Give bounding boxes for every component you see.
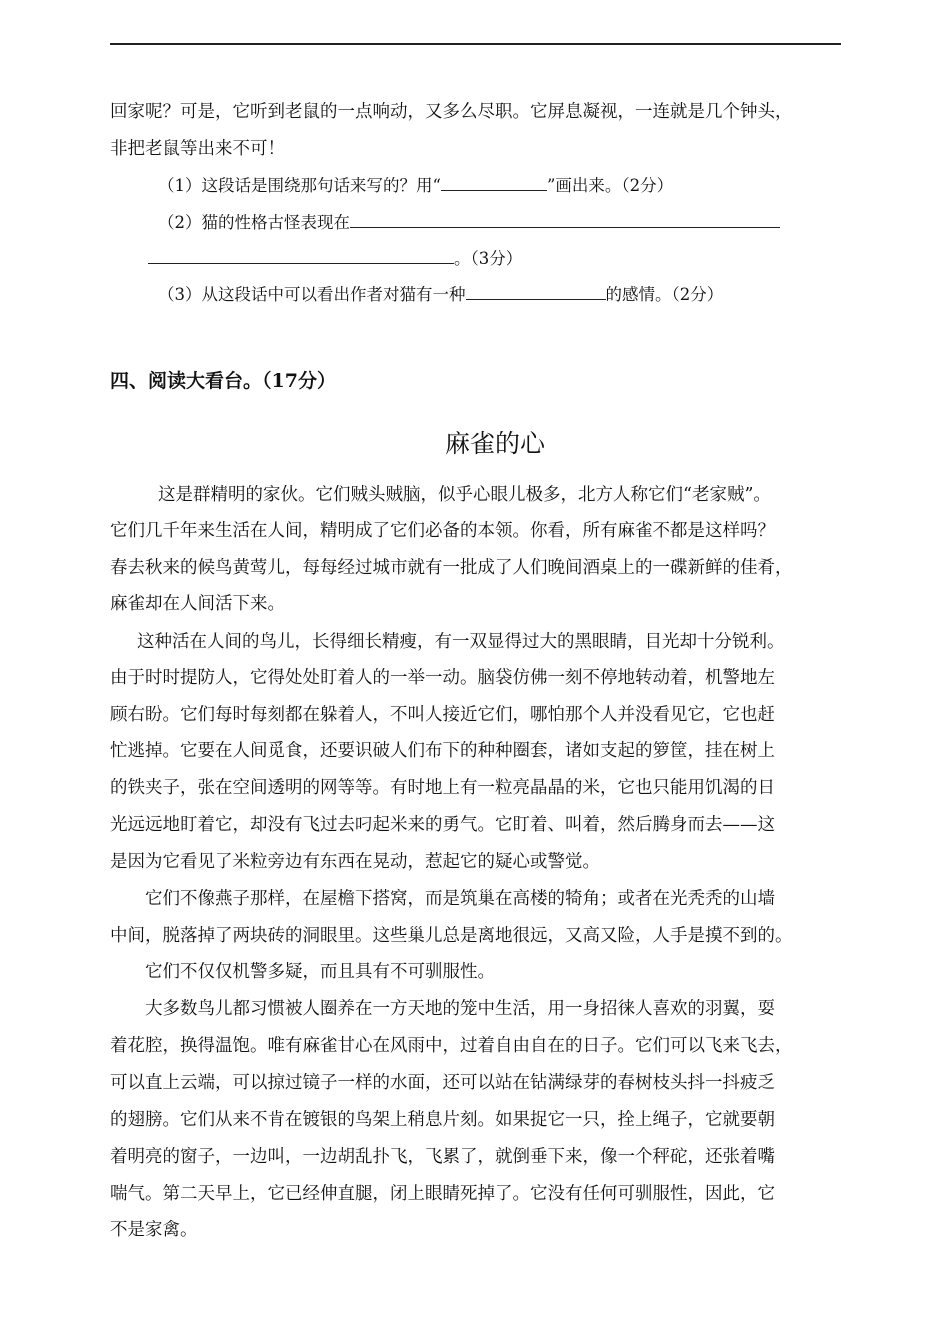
header-rule [110,43,841,45]
question-3-points: 的感情。（2分） [605,285,724,304]
article-line: 是因为它看见了米粒旁边有东西在晃动，惹起它的疑心或警觉。 [110,852,600,872]
question-2-points: 。（3分） [454,249,523,268]
article-line: 顾右盼。它们每时每刻都在躲着人，不叫人接近它们，哪怕那个人并没看见它，它也赶 [110,705,775,725]
question-3 [158,284,723,306]
answer-blank-2b[interactable] [148,249,454,264]
article-line: 大多数鸟儿都习惯被人圈养在一方天地的笼中生活，用一身招徕人喜欢的羽翼，耍 [145,999,775,1019]
article-line: 它们不像燕子那样，在屋檐下搭窝，而是筑巢在高楼的犄角；或者在光秃秃的山墙 [145,889,775,909]
article-line: 这种活在人间的鸟儿，长得细长精瘦，有一双显得过大的黑眼睛，目光却十分锐利。 [137,632,785,652]
question-2-text: （2）猫的性格古怪表现在 [158,213,350,232]
section-heading: 四、阅读大看台。（17分） [110,370,336,392]
article-line: 中间，脱落掉了两块砖的洞眼里。这些巢儿总是离地很远，又高又险，人手是摸不到的。 [110,926,793,946]
article-line: 着明亮的窗子，一边叫，一边胡乱扑飞，飞累了，就倒垂下来，像一个秤砣，还张着嘴 [110,1147,775,1167]
question-1-points: ”画出来。（2分） [546,176,674,195]
answer-blank-3[interactable] [466,285,606,300]
article-line: 可以直上云端，可以掠过镜子一样的水面，还可以站在钻满绿芽的春树枝头抖一抖疲乏 [110,1073,775,1093]
article-line: 不是家禽。 [110,1220,198,1240]
question-1-text: （1）这段话是围绕那句话来写的？用“ [158,176,441,195]
article-line: 由于时时提防人，它得处处盯着人的一举一动。脑袋仿佛一刻不停地转动着，机警地左 [110,668,775,688]
article-line: 着花腔，换得温饱。唯有麻雀甘心在风雨中，过着自由自在的日子。它们可以飞来飞去， [110,1036,793,1056]
article-title: 麻雀的心 [444,429,545,458]
question-1 [158,175,673,197]
answer-blank-2a[interactable] [350,213,780,228]
passage-line: 回家呢？可是，它听到老鼠的一点响动，又多么尽职。它屏息凝视，一连就是几个钟头， [110,102,793,122]
article-line: 这是群精明的家伙。它们贼头贼脑，似乎心眼儿极多，北方人称它们“老家贼”。 [158,485,771,505]
question-3-text: （3）从这段话中可以看出作者对猫有一种 [158,285,466,304]
article-line: 春去秋来的候鸟黄莺儿，每每经过城市就有一批成了人们晚间酒桌上的一碟新鲜的佳肴， [110,558,793,578]
question-2-cont [148,248,522,270]
article-line: 的铁夹子，张在空间透明的网等等。有时地上有一粒亮晶晶的米，它也只能用饥渴的日 [110,778,775,798]
question-2 [158,212,780,234]
article-line: 光远远地盯着它，却没有飞过去叼起米来的勇气。它盯着、叫着，然后腾身而去——这 [110,815,775,835]
article-line: 它们几千年来生活在人间，精明成了它们必备的本领。你看，所有麻雀不都是这样吗？ [110,521,775,541]
article-line: 它们不仅仅机警多疑，而且具有不可驯服性。 [145,962,495,982]
article-line: 忙逃掉。它要在人间觅食，还要识破人们布下的种种圈套，诸如支起的箩筐，挂在树上 [110,741,775,761]
article-line: 喘气。第二天早上，它已经伸直腿，闭上眼睛死掉了。它没有任何可驯服性，因此，它 [110,1184,775,1204]
article-line: 的翅膀。它们从来不肯在镀银的鸟架上稍息片刻。如果捉它一只，拴上绳子，它就要朝 [110,1110,775,1130]
answer-blank-1[interactable] [441,176,547,191]
passage-line: 非把老鼠等出来不可！ [110,139,285,159]
article-line: 麻雀却在人间活下来。 [110,594,285,614]
